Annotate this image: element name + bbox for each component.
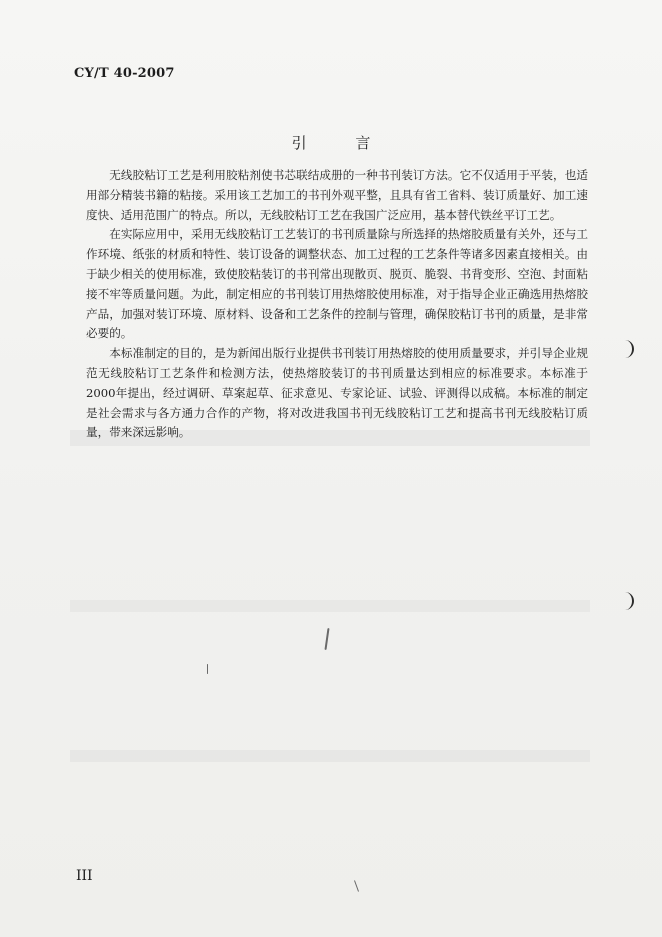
paragraph-1: 无线胶粘订工艺是利用胶粘剂使书芯联结成册的一种书刊装订方法。它不仅适用于平装，也适用部分精装书籍的粘接。采用该工艺加工的书刊外观平整，且具有省工省料、装订质量好、加工速度快、适用范围广的特点。所以，无线胶粘订工艺在我国广泛应用，基本替代铁丝平订工艺。 <box>86 168 588 222</box>
show-through-band <box>70 600 590 612</box>
scan-speck <box>354 880 359 892</box>
page-number: III <box>76 868 93 884</box>
standard-code: CY/T 40-2007 <box>74 66 175 81</box>
introduction-body <box>86 166 588 443</box>
paragraph-3: 本标准制定的目的，是为新闻出版行业提供书刊装订用热熔胶的使用质量要求，并引导企业规范无线胶粘订工艺条件和检测方法，使热熔胶装订的书刊质量达到相应的标准要求。本标准于2000年提出，经过调研、草案起草、征求意见、专家论证、试验、评测得以成稿。本标准的制定是社会需求与各方通力合作的产物，将对改进我国书刊无线胶粘订工艺和提高书刊无线胶粘订质量，带来深远影响。 <box>86 346 588 440</box>
scan-speck <box>324 628 329 650</box>
scan-speck <box>207 664 208 674</box>
binding-hole-mark <box>620 340 634 358</box>
paragraph-2: 在实际应用中，采用无线胶粘订工艺装订的书刊质量除与所选择的热熔胶质量有关外，还与工作环境、纸张的材质和特性、装订设备的调整状态、加工过程的工艺条件等诸多因素直接相关。由于缺少相关的使用标准，致使胶粘装订的书刊常出现散页、脱页、脆裂、书背变形、空泡、封面粘接不牢等质量问题。为此，制定相应的书刊装订用热熔胶使用标准，对于指导企业正确选用热熔胶产品，加强对装订环境、原材料、设备和工艺条件的控制与管理，确保胶粘订书刊的质量，是非常必要的。 <box>86 227 588 341</box>
binding-hole-mark <box>620 592 634 610</box>
show-through-band <box>70 750 590 762</box>
section-title: 引 言 <box>291 134 393 152</box>
